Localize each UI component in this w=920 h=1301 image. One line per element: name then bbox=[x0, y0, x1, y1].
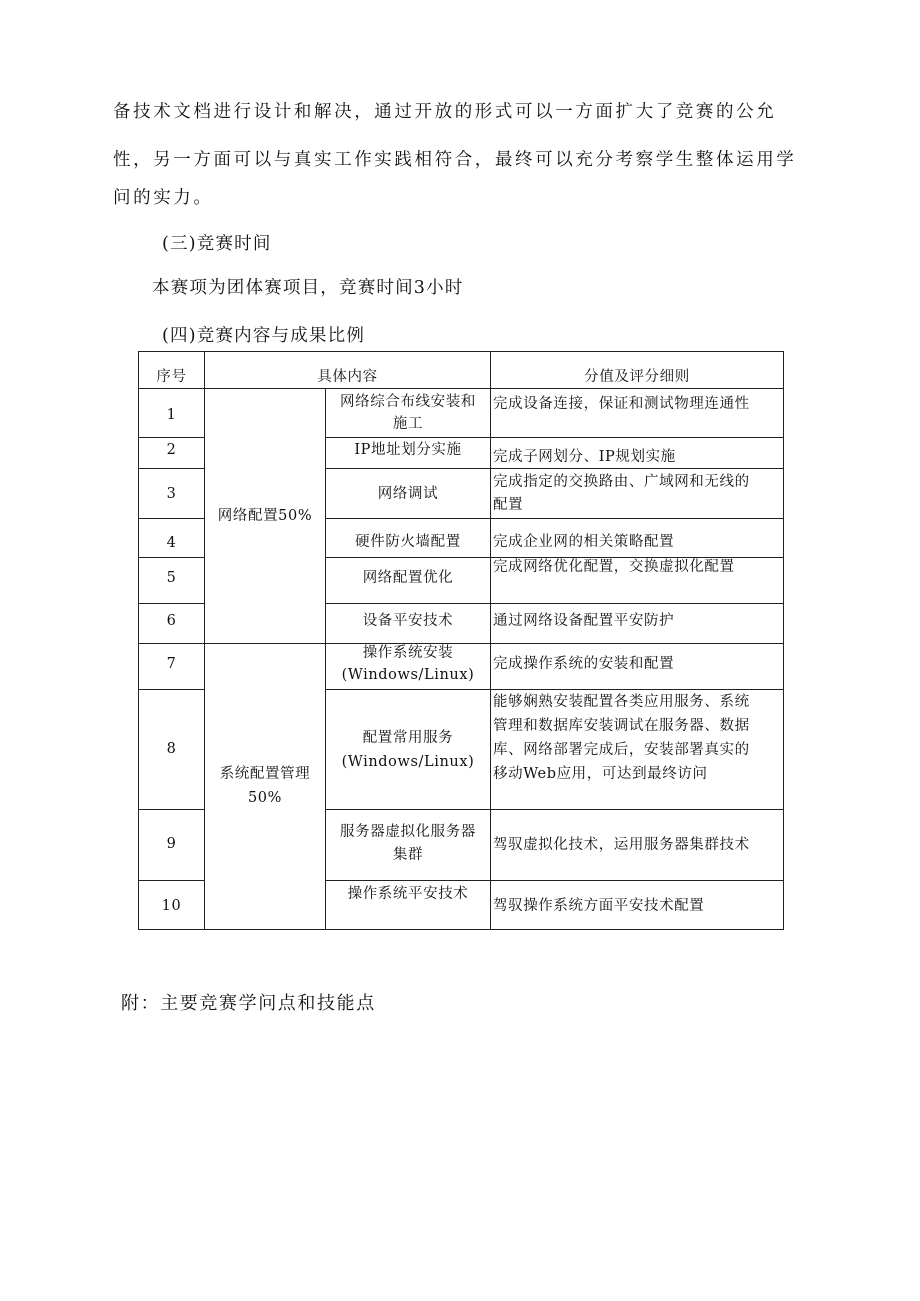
table-rule-seq bbox=[138, 557, 205, 558]
row-6-rule: 通过网络设备配置平安防护 bbox=[493, 613, 675, 629]
section4-heading: (四)竞赛内容与成果比例 bbox=[162, 326, 366, 346]
group-network-label: 网络配置50% bbox=[217, 508, 313, 524]
group-system-label: 系统配置管理 bbox=[219, 766, 311, 782]
header-seq: 序号 bbox=[156, 369, 187, 385]
table-rule-seq bbox=[138, 880, 205, 881]
row-3-rule-line1: 完成指定的交换路由、广域网和无线的 bbox=[493, 474, 750, 490]
row-1-item-line2: 施工 bbox=[392, 416, 424, 432]
table-rule-seq bbox=[138, 603, 205, 604]
table-rule-seq bbox=[138, 518, 205, 519]
table-rule-row bbox=[325, 603, 784, 604]
row-9-item-line2: 集群 bbox=[392, 847, 424, 863]
table-rule-right bbox=[783, 351, 784, 930]
row-10-rule: 驾驭操作系统方面平安技术配置 bbox=[493, 898, 705, 914]
row-9-rule: 驾驭虚拟化技术，运用服务器集群技术 bbox=[493, 837, 750, 853]
row-8-rule-line2: 管理和数据库安装调试在服务器、数据 bbox=[493, 718, 750, 734]
row-4-rule: 完成企业网的相关策略配置 bbox=[493, 534, 675, 550]
row-10-seq: 10 bbox=[161, 898, 182, 914]
row-9-seq: 9 bbox=[166, 836, 177, 852]
row-4-seq: 4 bbox=[166, 535, 177, 551]
row-8-item-line2: (Windows/Linux) bbox=[341, 754, 475, 770]
group-system-percent: 50% bbox=[247, 790, 283, 806]
section3-body: 本赛项为团体赛项目，竞赛时间3小时 bbox=[152, 278, 464, 298]
row-5-seq: 5 bbox=[166, 570, 177, 586]
row-1-rule: 完成设备连接，保证和测试物理连通性 bbox=[493, 396, 750, 412]
row-9-item-line1: 服务器虚拟化服务器 bbox=[340, 824, 476, 840]
row-3-rule-line2: 配置 bbox=[493, 497, 524, 513]
appendix-heading: 附：主要竞赛学问点和技能点 bbox=[121, 993, 376, 1014]
row-3-seq: 3 bbox=[166, 486, 177, 502]
paragraph-line-2: 性，另一方面可以与真实工作实践相符合，最终可以充分考察学生整体运用学 bbox=[113, 150, 797, 170]
row-7-seq: 7 bbox=[166, 656, 177, 672]
table-rule-top bbox=[138, 351, 784, 352]
row-6-item: 设备平安技术 bbox=[362, 613, 454, 629]
row-6-seq: 6 bbox=[166, 613, 177, 629]
header-content: 具体内容 bbox=[317, 369, 378, 385]
row-8-rule-line1: 能够娴熟安装配置各类应用服务、系统 bbox=[493, 694, 750, 710]
paragraph-line-1: 备技术文档进行设计和解决，通过开放的形式可以一方面扩大了竞赛的公允 bbox=[113, 102, 777, 122]
row-8-seq: 8 bbox=[166, 741, 177, 757]
row-4-item: 硬件防火墙配置 bbox=[355, 534, 461, 550]
row-7-item-line1: 操作系统安装 bbox=[362, 645, 454, 661]
table-rule-row bbox=[325, 518, 784, 519]
table-rule-seq bbox=[138, 809, 205, 810]
row-2-seq: 2 bbox=[166, 442, 177, 458]
row-5-item: 网络配置优化 bbox=[362, 570, 454, 586]
row-5-rule: 完成网络优化配置，交换虚拟化配置 bbox=[493, 559, 735, 575]
row-2-rule: 完成子网划分、IP规划实施 bbox=[493, 449, 676, 465]
row-1-seq: 1 bbox=[166, 407, 177, 423]
section3-heading: (三)竞赛时间 bbox=[162, 234, 272, 254]
table-rule-item-col bbox=[490, 351, 491, 930]
paragraph-line-3: 问的实力。 bbox=[113, 188, 214, 208]
row-7-rule: 完成操作系统的安装和配置 bbox=[493, 656, 675, 672]
row-1-item-line1: 网络综合布线安装和 bbox=[340, 394, 476, 410]
row-2-item: IP地址划分实施 bbox=[354, 442, 462, 458]
row-7-item-line2: (Windows/Linux) bbox=[341, 667, 475, 683]
header-rules: 分值及评分细则 bbox=[584, 369, 690, 385]
row-8-rule-line3: 库、网络部署完成后，安装部署真实的 bbox=[493, 742, 750, 758]
table-rule-seq bbox=[138, 468, 205, 469]
table-rule-seq bbox=[138, 689, 205, 690]
table-rule-bottom bbox=[138, 929, 784, 930]
row-10-item: 操作系统平安技术 bbox=[347, 886, 469, 902]
table-rule-row bbox=[325, 809, 784, 810]
row-8-rule-line4: 移动Web应用，可达到最终访问 bbox=[493, 766, 708, 782]
row-8-item-line1: 配置常用服务 bbox=[362, 730, 454, 746]
table-rule-seq-col bbox=[204, 351, 205, 930]
table-rule-row bbox=[325, 880, 784, 881]
row-3-item: 网络调试 bbox=[377, 486, 439, 502]
